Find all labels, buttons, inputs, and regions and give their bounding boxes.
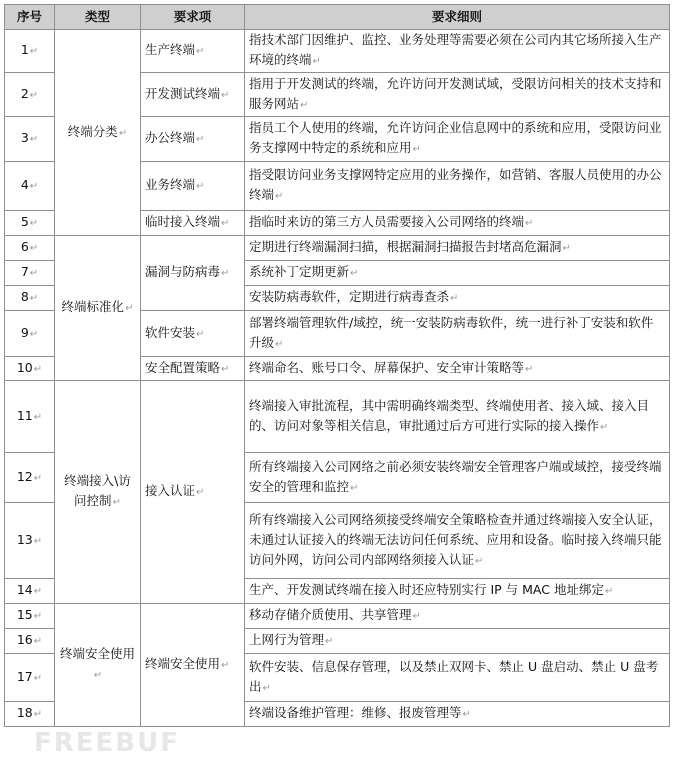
row-number: 12↵ <box>5 453 55 503</box>
row-number: 9↵ <box>5 311 55 357</box>
detail-cell: 软件安装、信息保存管理，以及禁止双网卡、禁止 U 盘启动、禁止 U 盘考出↵ <box>245 654 670 702</box>
row-number: 6↵ <box>5 236 55 261</box>
detail-cell: 部署终端管理软件/域控，统一安装防病毒软件，统一进行补丁安装和软件升级↵ <box>245 311 670 357</box>
detail-cell: 终端命名、账号口令、屏幕保护、安全审计策略等↵ <box>245 357 670 381</box>
item-cell: 终端安全使用↵ <box>141 604 245 727</box>
detail-cell: 系统补丁定期更新↵ <box>245 261 670 286</box>
item-cell: 生产终端↵ <box>141 30 245 73</box>
row-number: 7↵ <box>5 261 55 286</box>
table-row <box>5 30 670 73</box>
item-cell: 办公终端↵ <box>141 117 245 162</box>
row-number: 8↵ <box>5 286 55 311</box>
header-no: 序号 <box>5 5 55 30</box>
row-number: 18↵ <box>5 702 55 727</box>
detail-cell: 安装防病毒软件，定期进行病毒查杀↵ <box>245 286 670 311</box>
header-detail: 要求细则 <box>245 5 670 30</box>
row-number: 1↵ <box>5 30 55 73</box>
item-cell: 业务终端↵ <box>141 162 245 211</box>
header-type: 类型 <box>55 5 141 30</box>
row-number: 10↵ <box>5 357 55 381</box>
detail-cell: 生产、开发测试终端在接入时还应特别实行 IP 与 MAC 地址绑定↵ <box>245 579 670 604</box>
type-cell: 终端安全使用↵ <box>55 604 141 727</box>
table-row <box>5 236 670 261</box>
detail-cell: 指用于开发测试的终端，允许访问开发测试域，受限访问相关的技术支持和服务网站↵ <box>245 73 670 117</box>
detail-cell: 指受限访问业务支撑网特定应用的业务操作，如营销、客服人员使用的办公终端↵ <box>245 162 670 211</box>
detail-cell: 上网行为管理↵ <box>245 629 670 654</box>
detail-cell: 指技术部门因维护、监控、业务处理等需要必须在公司内其它场所接入生产环境的终端↵ <box>245 30 670 73</box>
row-number: 17↵ <box>5 654 55 702</box>
item-cell: 开发测试终端↵ <box>141 73 245 117</box>
table-row <box>5 604 670 629</box>
row-number: 4↵ <box>5 162 55 211</box>
row-number: 15↵ <box>5 604 55 629</box>
row-number: 11↵ <box>5 381 55 453</box>
detail-cell: 终端设备维护管理：维修、报废管理等↵ <box>245 702 670 727</box>
row-number: 14↵ <box>5 579 55 604</box>
row-number: 3↵ <box>5 117 55 162</box>
item-cell: 临时接入终端↵ <box>141 211 245 236</box>
watermark: FREEBUF <box>34 728 180 758</box>
type-cell: 终端接入\访问控制↵ <box>55 381 141 604</box>
detail-cell: 移动存储介质使用、共享管理↵ <box>245 604 670 629</box>
detail-cell: 指员工个人使用的终端，允许访问企业信息网中的系统和应用，受限访问业务支撑网中特定的系统和应用↵ <box>245 117 670 162</box>
item-cell: 安全配置策略↵ <box>141 357 245 381</box>
header-item: 要求项 <box>141 5 245 30</box>
detail-cell: 指临时来访的第三方人员需要接入公司网络的终端↵ <box>245 211 670 236</box>
detail-cell: 终端接入审批流程，其中需明确终端类型、终端使用者、接入域、接入目的、访问对象等相关信息，审批通过后方可进行实际的接入操作↵ <box>245 381 670 453</box>
row-number: 2↵ <box>5 73 55 117</box>
row-number: 5↵ <box>5 211 55 236</box>
item-cell: 接入认证↵ <box>141 381 245 604</box>
row-number: 16↵ <box>5 629 55 654</box>
type-cell: 终端标准化↵ <box>55 236 141 381</box>
type-cell: 终端分类↵ <box>55 30 141 236</box>
row-number: 13↵ <box>5 503 55 579</box>
table-row <box>5 381 670 453</box>
item-cell: 软件安装↵ <box>141 311 245 357</box>
requirements-table <box>4 4 670 727</box>
header-row <box>5 5 670 30</box>
detail-cell: 定期进行终端漏洞扫描，根据漏洞扫描报告封堵高危漏洞↵ <box>245 236 670 261</box>
item-cell: 漏洞与防病毒↵ <box>141 236 245 311</box>
detail-cell: 所有终端接入公司网络之前必须安装终端安全管理客户端或域控，接受终端安全的管理和监控↵ <box>245 453 670 503</box>
detail-cell: 所有终端接入公司网络须接受终端安全策略检查并通过终端接入安全认证，未通过认证接入的终端无法访问任何系统、应用和设备。临时接入终端只能访问外网，访问公司内部网络须接入认证↵ <box>245 503 670 579</box>
